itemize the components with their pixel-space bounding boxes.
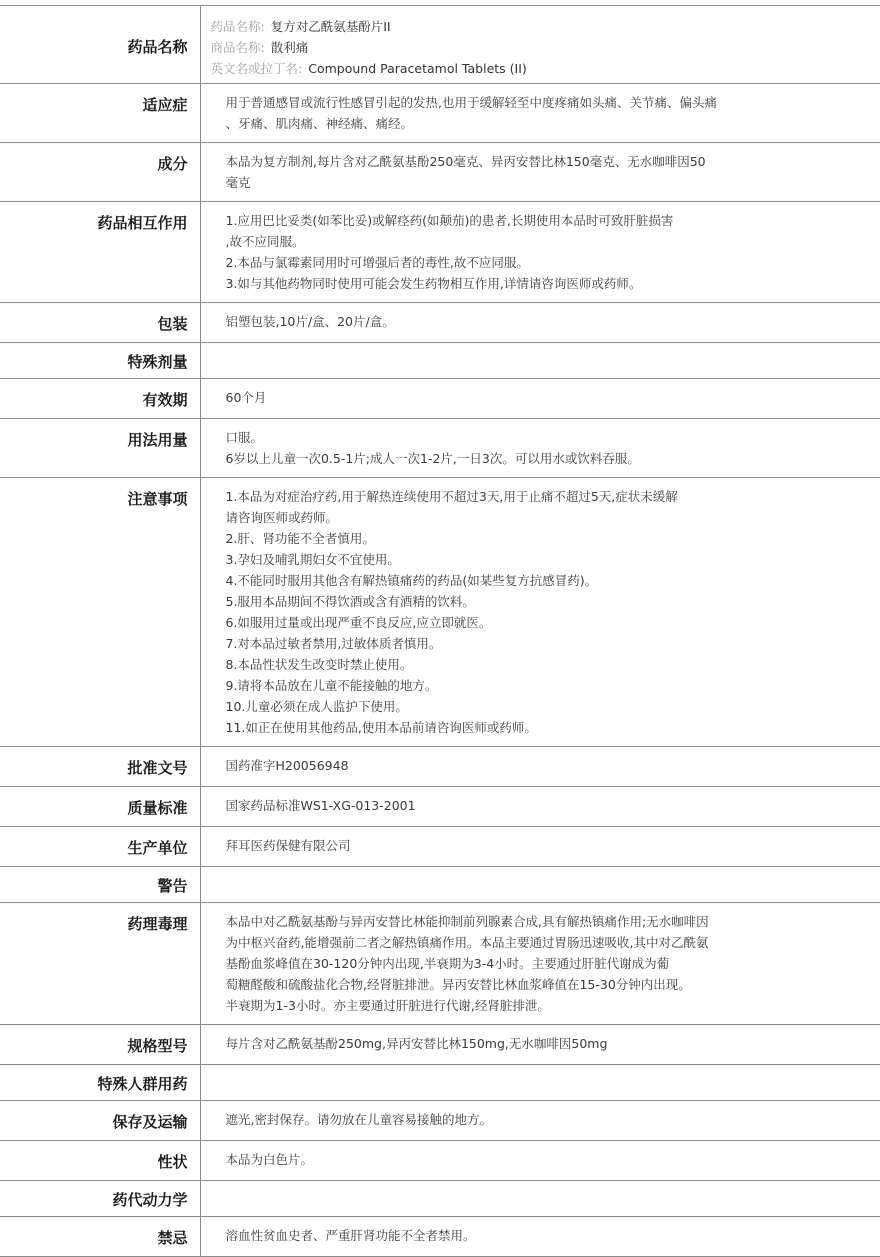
row-value [200,1181,880,1217]
spec-row [0,903,880,1025]
row-label: 性状 [0,1141,200,1181]
value-line: 请咨询医师或药师。 [225,510,339,525]
row-label: 适应症 [0,84,200,143]
value-line: 本品中对乙酰氨基酚与异丙安替比林能抑制前列腺素合成,具有解热镇痛作用;无水咖啡因 [225,914,709,929]
generic-name-key: 药品名称: [210,19,265,34]
row-label: 警告 [0,867,200,903]
value-line: 国药准字H20056948 [225,758,349,773]
spec-row [0,303,880,343]
row-value [200,1101,880,1141]
row-value [200,903,880,1025]
spec-row [0,1065,880,1101]
value-line: 基酚血浆峰值在30-120分钟内出现,半衰期为3-4小时。主要通过肝脏代谢成为葡 [225,956,670,971]
spec-row [0,1101,880,1141]
value-line: 本品为白色片。 [225,1152,314,1167]
spec-row [0,827,880,867]
row-value [200,303,880,343]
spec-row [0,478,880,747]
value-line: 9.请将本品放在儿童不能接触的地方。 [225,678,438,693]
row-label: 特殊人群用药 [0,1065,200,1101]
row-value [200,1141,880,1181]
row-label: 质量标准 [0,787,200,827]
value-line: 2.肝、肾功能不全者慎用。 [225,531,375,546]
value-line: 溶血性贫血史者、严重肝肾功能不全者禁用。 [225,1228,476,1243]
row-label: 有效期 [0,379,200,419]
value-line: 口服。 [225,430,264,445]
spec-row [0,1025,880,1065]
spec-row [0,419,880,478]
value-line: 1.应用巴比妥类(如苯比妥)或解痉药(如颠茄)的患者,长期使用本品时可致肝脏损害 [225,213,674,228]
row-label: 禁忌 [0,1217,200,1257]
row-value [200,379,880,419]
row-value [200,202,880,303]
english-name-value: Compound Paracetamol Tablets (II) [308,61,527,76]
value-line: 毫克 [225,175,251,190]
generic-name-line [211,16,871,37]
value-line: 拜耳医药保健有限公司 [225,838,351,853]
value-line: 3.孕妇及哺乳期妇女不宜使用。 [225,552,400,567]
value-line: 国家药品标准WS1-XG-013-2001 [225,798,416,813]
row-value [200,827,880,867]
drug-spec-table [0,5,880,1257]
row-value [200,747,880,787]
value-line: 6岁以上儿童一次0.5-1片;成人一次1-2片,一日3次。可以用水或饮料吞服。 [225,451,640,466]
value-line: 遮光,密封保存。请勿放在儿童容易接触的地方。 [225,1112,492,1127]
value-line: 5.服用本品期间不得饮酒或含有酒精的饮料。 [225,594,475,609]
spec-row [0,143,880,202]
value-line: 60个月 [225,390,267,405]
value-line: 6.如服用过量或出现严重不良反应,应立即就医。 [225,615,492,630]
row-label: 保存及运输 [0,1101,200,1141]
english-name-key: 英文名或拉丁名: [210,61,303,76]
value-line: 10.儿童必须在成人监护下使用。 [225,699,408,714]
row-label: 药理毒理 [0,903,200,1025]
spec-row [0,379,880,419]
value-line: 1.本品为对症治疗药,用于解热连续使用不超过3天,用于止痛不超过5天,症状未缓解 [225,489,678,504]
row-value [200,419,880,478]
spec-row [0,787,880,827]
row-value [200,84,880,143]
row-value [200,143,880,202]
row-label: 生产单位 [0,827,200,867]
value-line: ,故不应同服。 [225,234,305,249]
row-value [200,478,880,747]
spec-row [0,1217,880,1257]
value-line: 2.本品与氯霉素同用时可增强后者的毒性,故不应同服。 [225,255,529,270]
value-line: 铝塑包装,10片/盒、20片/盒。 [225,314,395,329]
value-line: 半衰期为1-3小时。亦主要通过肝脏进行代谢,经肾脏排泄。 [225,998,550,1013]
spec-row [0,202,880,303]
value-line: 8.本品性状发生改变时禁止使用。 [225,657,413,672]
row-value [200,343,880,379]
row-value [200,1025,880,1065]
spec-row [0,1141,880,1181]
row-label: 包装 [0,303,200,343]
row-label: 成分 [0,143,200,202]
row-value [200,1065,880,1101]
value-line: 4.不能同时服用其他含有解热镇痛药的药品(如某些复方抗感冒药)。 [225,573,598,588]
drug-name-block [200,6,880,84]
value-line: 每片含对乙酰氨基酚250mg,异丙安替比林150mg,无水咖啡因50mg [225,1036,608,1051]
english-name-line [211,58,871,79]
spec-row [0,867,880,903]
trade-name-key: 商品名称: [210,40,265,55]
value-line: 萄糖醛酸和硫酸盐化合物,经肾脏排泄。异丙安替比林血浆峰值在15-30分钟内出现。 [225,977,691,992]
spec-row [0,747,880,787]
value-line: 3.如与其他药物同时使用可能会发生药物相互作用,详情请咨询医师或药师。 [225,276,642,291]
row-label: 注意事项 [0,478,200,747]
row-label: 特殊剂量 [0,343,200,379]
spec-row [0,1181,880,1217]
row-value [200,1217,880,1257]
row-value [200,787,880,827]
row-drug-name [0,6,880,84]
row-label: 药品相互作用 [0,202,200,303]
value-line: 本品为复方制剂,每片含对乙酰氨基酚250毫克、异丙安替比林150毫克、无水咖啡因50 [225,154,706,169]
row-value [200,867,880,903]
row-label: 批准文号 [0,747,200,787]
value-line: 11.如正在使用其他药品,使用本品前请咨询医师或药师。 [225,720,537,735]
spec-row [0,84,880,143]
value-line: 用于普通感冒或流行性感冒引起的发热,也用于缓解轻至中度疼痛如头痛、关节痛、偏头痛 [225,95,717,110]
trade-name-line [211,37,871,58]
row-label: 药品名称 [0,6,200,84]
trade-name-value: 散利痛 [270,40,309,55]
value-line: 为中枢兴奋药,能增强前二者之解热镇痛作用。本品主要通过胃肠迅速吸收,其中对乙酰氨 [225,935,709,950]
spec-row [0,343,880,379]
row-label: 规格型号 [0,1025,200,1065]
generic-name-value: 复方对乙酰氨基酚片II [270,19,391,34]
value-line: 、牙痛、肌肉痛、神经痛、痛经。 [225,116,414,131]
value-line: 7.对本品过敏者禁用,过敏体质者慎用。 [225,636,442,651]
row-label: 用法用量 [0,419,200,478]
row-label: 药代动力学 [0,1181,200,1217]
